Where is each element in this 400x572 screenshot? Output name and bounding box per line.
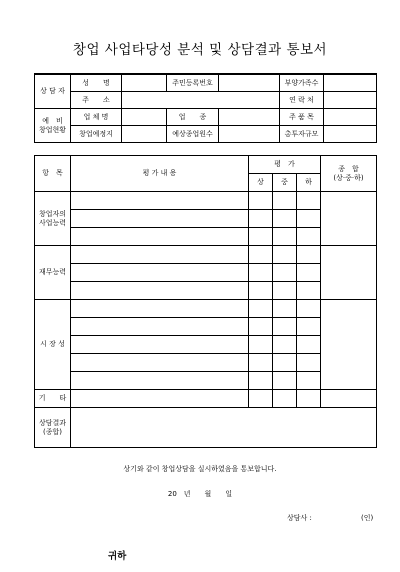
- rating-cell[interactable]: [297, 192, 321, 210]
- rating-cell[interactable]: [297, 390, 321, 408]
- rating-cell[interactable]: [273, 264, 297, 282]
- document-title: 창업 사업타당성 분석 및 상담결과 통보서: [72, 42, 328, 58]
- rating-cell[interactable]: [297, 300, 321, 318]
- rating-cell[interactable]: [297, 336, 321, 354]
- section-label-marketability: 시 장 성: [35, 300, 71, 390]
- planned-employees-label: 예상종업원수: [167, 126, 219, 143]
- seal-mark: (인): [361, 514, 374, 522]
- signature-label: 상담사 :: [287, 514, 312, 522]
- rating-high-header: 상: [249, 174, 273, 192]
- biz-name-label: 업 체 명: [71, 109, 122, 126]
- planned-site-field[interactable]: [122, 126, 167, 143]
- rating-cell[interactable]: [249, 372, 273, 390]
- dependents-label: 부양가족수: [280, 74, 324, 92]
- rating-cell[interactable]: [273, 246, 297, 264]
- main-product-field[interactable]: [324, 109, 377, 126]
- rating-cell[interactable]: [273, 354, 297, 372]
- rating-cell[interactable]: [273, 210, 297, 228]
- content-cell[interactable]: [71, 372, 249, 390]
- section-label-result: 상담결과 (종합): [35, 408, 71, 448]
- rating-mid-header: 중: [273, 174, 297, 192]
- rating-cell[interactable]: [249, 354, 273, 372]
- total-cell[interactable]: [321, 300, 377, 390]
- col-item-header: 항 목: [35, 156, 71, 192]
- rating-low-header: 하: [297, 174, 321, 192]
- contact-field[interactable]: [324, 92, 377, 109]
- rating-cell[interactable]: [249, 336, 273, 354]
- total-cell[interactable]: [321, 192, 377, 246]
- content-cell[interactable]: [71, 390, 249, 408]
- content-cell[interactable]: [71, 210, 249, 228]
- rating-cell[interactable]: [297, 372, 321, 390]
- content-cell[interactable]: [71, 336, 249, 354]
- content-cell[interactable]: [71, 354, 249, 372]
- prelim-status-label: 예 비 창업현황: [35, 109, 71, 143]
- total-cell[interactable]: [321, 390, 377, 408]
- rating-cell[interactable]: [249, 210, 273, 228]
- section-label-other: 기 타: [35, 390, 71, 408]
- section-label-entrepreneur: 창업자의 사업능력: [35, 192, 71, 246]
- main-product-label: 주 품 목: [280, 109, 324, 126]
- rating-cell[interactable]: [297, 318, 321, 336]
- address-label: 주 소: [71, 92, 122, 109]
- rating-cell[interactable]: [297, 228, 321, 246]
- rating-cell[interactable]: [249, 318, 273, 336]
- id-no-field[interactable]: [219, 74, 280, 92]
- rating-cell[interactable]: [273, 390, 297, 408]
- planned-employees-field[interactable]: [219, 126, 280, 143]
- rating-cell[interactable]: [297, 264, 321, 282]
- section-label-finance: 재무능력: [35, 246, 71, 300]
- content-cell[interactable]: [71, 192, 249, 210]
- applicant-info-table: [34, 73, 377, 143]
- evaluation-table: [34, 155, 377, 448]
- content-cell[interactable]: [71, 246, 249, 264]
- rating-cell[interactable]: [297, 354, 321, 372]
- content-cell[interactable]: [71, 282, 249, 300]
- address-field[interactable]: [122, 92, 280, 109]
- rating-cell[interactable]: [273, 372, 297, 390]
- industry-label: 업 종: [167, 109, 219, 126]
- rating-cell[interactable]: [249, 228, 273, 246]
- biz-name-field[interactable]: [122, 109, 167, 126]
- industry-field[interactable]: [219, 109, 280, 126]
- rating-cell[interactable]: [249, 282, 273, 300]
- contact-label: 연 락 처: [280, 92, 324, 109]
- total-cell[interactable]: [321, 246, 377, 300]
- rating-cell[interactable]: [297, 282, 321, 300]
- id-no-label: 주민등록번호: [167, 74, 219, 92]
- notice-text: 상기와 같이 창업상담을 실시하였음을 통보합니다.: [123, 465, 277, 473]
- content-cell[interactable]: [71, 318, 249, 336]
- date-line: 20 년 월 일: [167, 490, 233, 498]
- rating-cell[interactable]: [273, 318, 297, 336]
- rating-cell[interactable]: [273, 228, 297, 246]
- rating-cell[interactable]: [249, 264, 273, 282]
- dependents-field[interactable]: [324, 74, 377, 92]
- recipient-label: 귀하: [108, 551, 127, 562]
- consultant-label: 상 담 자: [35, 74, 71, 109]
- rating-cell[interactable]: [297, 246, 321, 264]
- content-cell[interactable]: [71, 264, 249, 282]
- investment-scale-label: 총투자규모: [280, 126, 324, 143]
- rating-cell[interactable]: [273, 282, 297, 300]
- rating-cell[interactable]: [273, 300, 297, 318]
- rating-cell[interactable]: [273, 192, 297, 210]
- name-field[interactable]: [122, 74, 167, 92]
- rating-cell[interactable]: [249, 300, 273, 318]
- planned-site-label: 창업예정지: [71, 126, 122, 143]
- col-rating-header: 평 가: [249, 156, 321, 174]
- col-total-header: 종 합 (상·중·하): [321, 156, 377, 192]
- investment-scale-field[interactable]: [324, 126, 377, 143]
- col-content-header: 평 가 내 용: [71, 156, 249, 192]
- name-label: 성 명: [71, 74, 122, 92]
- content-cell[interactable]: [71, 300, 249, 318]
- rating-cell[interactable]: [249, 390, 273, 408]
- content-cell[interactable]: [71, 228, 249, 246]
- rating-cell[interactable]: [273, 336, 297, 354]
- rating-cell[interactable]: [249, 192, 273, 210]
- rating-cell[interactable]: [297, 210, 321, 228]
- result-field[interactable]: [71, 408, 377, 448]
- rating-cell[interactable]: [249, 246, 273, 264]
